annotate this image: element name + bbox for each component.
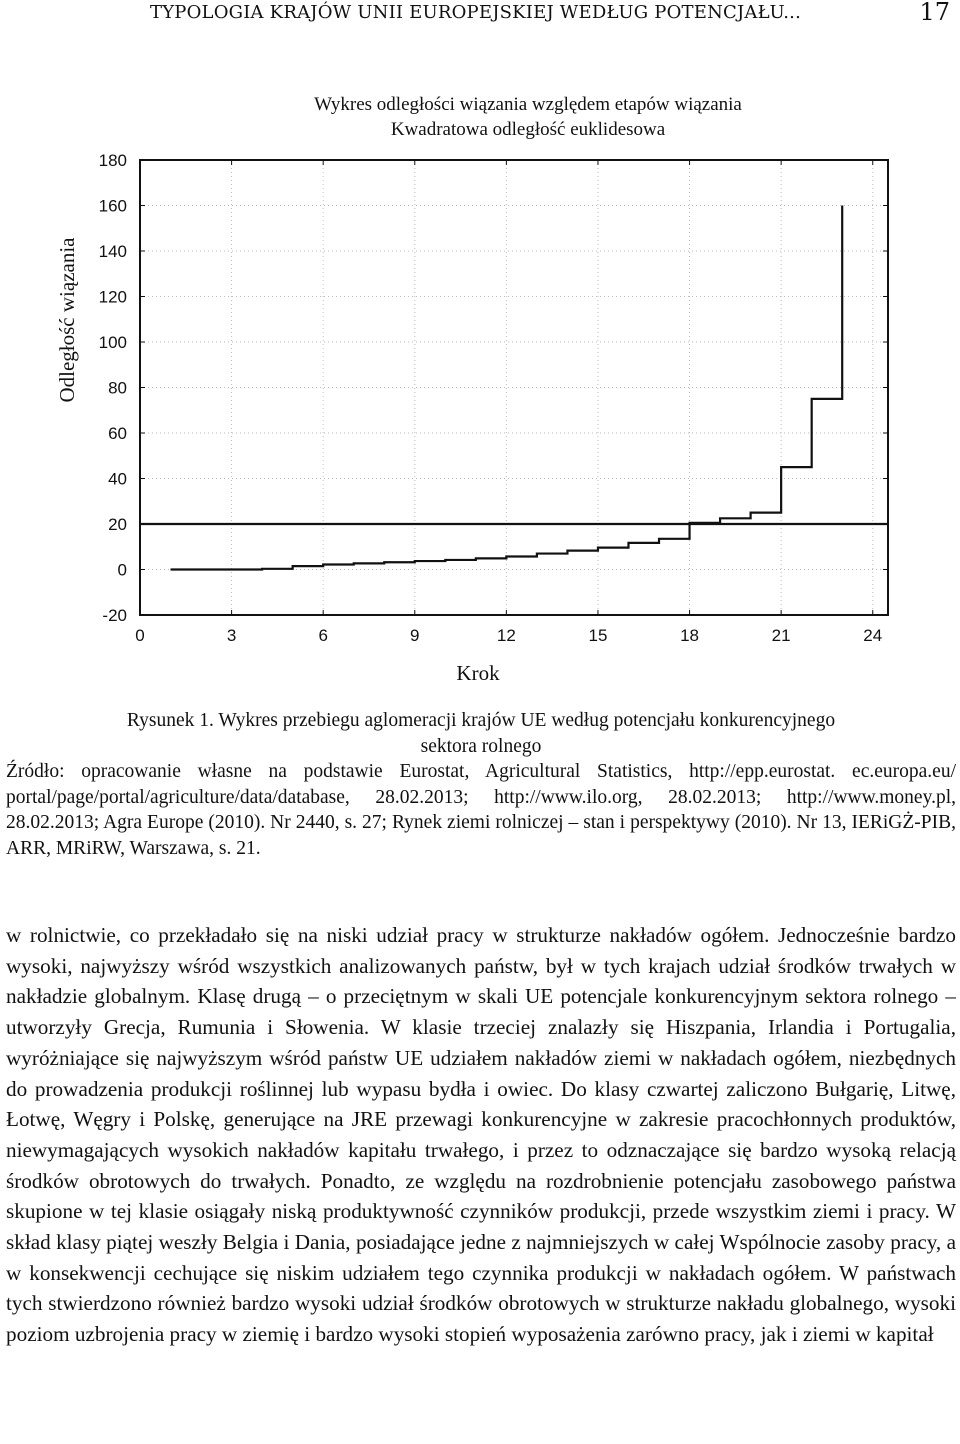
x-tick-label: 15 — [588, 626, 608, 645]
y-tick-label: 160 — [98, 196, 127, 216]
figure-caption — [6, 708, 956, 861]
figure-source: Źródło: opracowanie własne na podstawie Eurostat, Agricultural Statistics, http://epp.eurostat. ec.europa.eu/ portal/page/portal/agriculture/data/database, 28.02.2013; http://www.ilo.org, 28.02.2013; http://www.money.pl, 28.02.2013; Agra Europe (2010). Nr 2440, s. 27; Rynek ziemi rolniczej – stan i perspektywy (2010). Nr 13, IERiGŻ-PIB, ARR, MRiRW, Warszawa, s. 21. — [6, 761, 956, 859]
y-tick-label: -20 — [102, 606, 127, 625]
figure-caption-title: Rysunek 1. Wykres przebiegu aglomeracji krajów UE według potencjału konkurencyjnego — [126, 710, 836, 731]
running-title: TYPOLOGIA KRAJÓW UNII EUROPEJSKIEJ WEDŁUG POTENCJAŁU... — [150, 2, 802, 23]
y-tick-label: 80 — [108, 378, 127, 398]
y-axis-ticks — [99, 151, 888, 625]
y-tick-label: 100 — [98, 333, 127, 352]
body-paragraph: w rolnictwie, co przekładało się na niski udział pracy w strukturze nakładów ogółem. Jednocześnie bardzo wysoki, najwyższy wśród wszystkich analizowanych państw, był w tych krajach udział środków trwałych w nakładzie globalnym. Klasę drugą – o przeciętnym w skali UE potencjale konkurencyjnym sektora rolnego – utworzyły Grecja, Rumunia i Słowenia. W klasie trzeciej znalazły się Hiszpania, Irlandia i Portugalia, wyróżniające się najwyższym wśród państw UE udziałem nakładów ziemi w nakładach ogółem, niezbędnych do prowadzenia produkcji roślinnej lub wypasu bydła i owiec. Do klasy czwartej zaliczono Bułgarię, Litwę, Łotwę, Węgry i Polskę, generujące na JRE przewagi konkurencyjne w zakresie pracochłonnych produktów, niewymagających wysokich nakładów kapitału trwałego, i przez to odznaczające się bardzo wysoką relacją środków obrotowych do trwałych. Ponadto, ze względu na rozdrobnienie potencjału zasobowego państwa skupione w tej klasie osiągały niską produktywność czynników produkcji, przede wszystkim ziemi i pracy. W skład klasy piątej weszły Belgia i Dania, posiadające jedne z najmniejszych w całej Wspólnocie zasoby pracy, a w konsekwencji cechujące się niskim udziałem tego czynnika produkcji w nakładach ogółem. W państwach tych stwierdzono również bardzo wysoki udział środków obrotowych w strukturze nakładu globalnego, wysoki poziom uzbrojenia pracy w ziemię i bardzo wysoki stopień wyposażenia zarówno pracy, jak i ziemi w kapitał — [6, 923, 956, 1347]
y-tick-label: 180 — [98, 151, 127, 170]
x-tick-label: 9 — [410, 626, 420, 645]
y-tick-label: 140 — [98, 242, 127, 261]
x-tick-label: 12 — [496, 626, 516, 645]
chart-title: Wykres odległości wiązania względem etapów wiązania — [314, 94, 742, 115]
x-tick-label: 6 — [318, 626, 328, 645]
chart-subtitle: Kwadratowa odległość euklidesowa — [390, 119, 666, 140]
y-tick-label: 0 — [117, 560, 127, 580]
y-tick-label: 60 — [108, 424, 127, 443]
y-axis-title: Odległość wiązania — [55, 237, 79, 403]
figure-caption-title-cont: sektora rolnego — [420, 735, 542, 757]
x-axis-title: Krok — [456, 661, 500, 685]
page-number: 17 — [919, 0, 950, 26]
x-tick-label: 24 — [863, 626, 883, 645]
x-tick-label: 18 — [680, 626, 700, 645]
body-text — [6, 920, 956, 1350]
y-tick-label: 40 — [108, 469, 127, 489]
y-tick-label: 20 — [108, 515, 127, 534]
y-tick-label: 120 — [98, 287, 127, 307]
x-axis-ticks — [135, 160, 882, 645]
x-tick-label: 21 — [771, 626, 791, 645]
x-tick-label: 0 — [135, 626, 145, 645]
grid — [140, 160, 888, 615]
x-tick-label: 3 — [226, 626, 237, 645]
dendrogram-chart — [0, 80, 960, 690]
